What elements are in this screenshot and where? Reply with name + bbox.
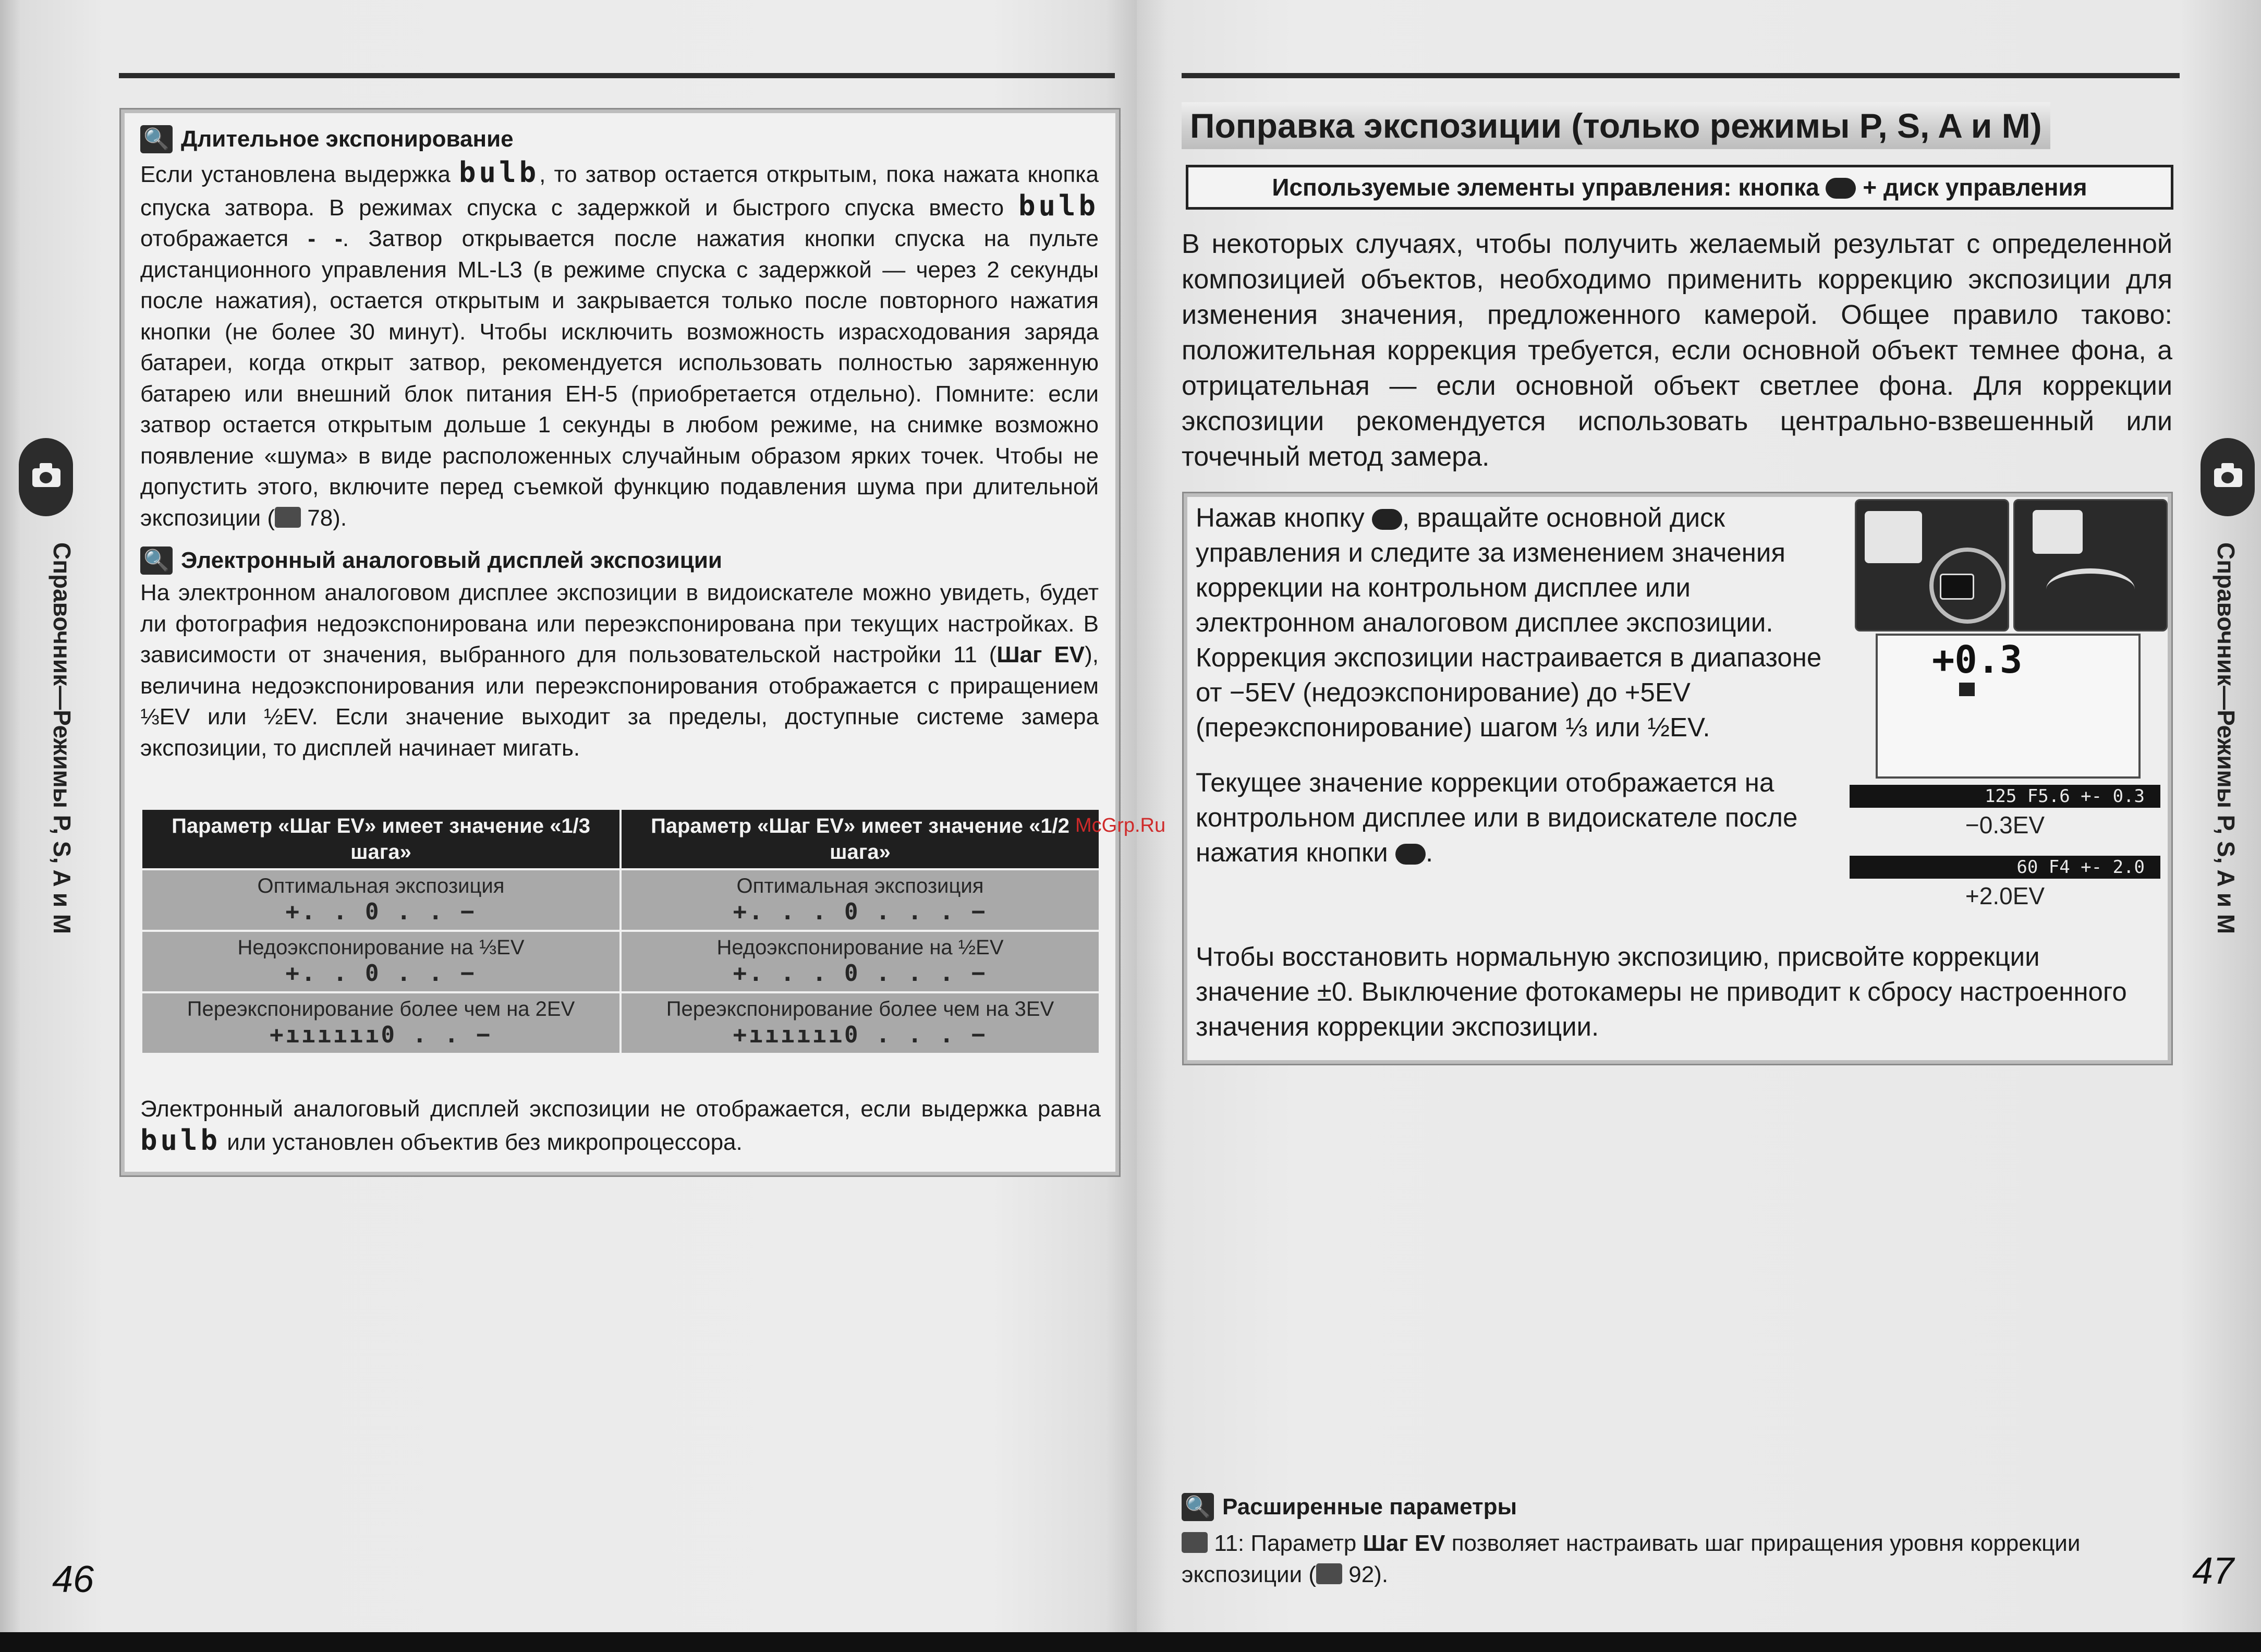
note-title: Длительное экспонирование: [181, 126, 514, 152]
text-span: или установлен объектив без микропроцессора.: [227, 1129, 743, 1155]
text-span: . Затвор открывается после нажатия кнопки спуска на пульте дистанционного управления ML-L3 (в режиме спуска с задержкой — через 2 секунды после нажатия), остается открытым и закрывается только после повторного нажатия кнопки (не более 30 минут). Чтобы исключить возможность израсходования заряда батареи, когда открыт затвор, рекомендуется использовать полностью заряженную батарею или внешний блок питания EH-5 (приобретается отдельно). Помните: если затвор остается открытым дольше 1 секунды в любом режиме, на снимке возможно появление «шума» в виде расположенных случайным образом ярких точек. Чтобы не допустить этого, включите перед съемкой функцию подавления шума при длительной экспозиции (: [140, 226, 1099, 531]
text-span: Электронный аналоговый дисплей экспозиции не отображается, если выдержка равна: [140, 1096, 1101, 1122]
reference-page-icon: [275, 507, 301, 528]
cell-label: Недоэкспонирование на ⅓EV: [237, 936, 525, 959]
table-header: Параметр «Шаг EV» имеет значение «1/2 шага»: [621, 809, 1100, 869]
exposure-compensation-button-icon: [1372, 509, 1402, 530]
exposure-compensation-indicator-icon: [1959, 683, 1975, 696]
custom-setting-icon: [1182, 1532, 1208, 1553]
exposure-meter-glyph: +ıııııı0 . . . −: [733, 1022, 988, 1048]
text-span: , вращайте основной диск управления и следите за изменением значения коррекции на контрольном дисплее или электронном аналоговом дисплее экспозиции. Коррекция экспозиции настраивается в диапазоне от −5EV (недоэкспонирование) до +5EV (переэкспонирование) шагом ⅓ или ½EV.: [1196, 503, 1822, 742]
note-title: Электронный аналоговый дисплей экспозиции: [181, 548, 722, 573]
cell-label: Оптимальная экспозиция: [257, 874, 505, 897]
exposure-compensation-button-icon: [1940, 574, 1974, 600]
bold-term: Шаг EV: [996, 642, 1085, 667]
page-number: 46: [52, 1559, 94, 1600]
bold-term: Шаг EV: [1363, 1530, 1445, 1556]
bulb-display-glyph: bulb: [1018, 189, 1099, 222]
magnifier-icon: 🔍: [1182, 1493, 1214, 1521]
camera-section-tab: [19, 438, 73, 516]
viewfinder-caption: −0.3EV: [1965, 811, 2045, 839]
magnifier-icon: 🔍: [140, 546, 173, 575]
reference-page-number: 78: [307, 505, 333, 531]
side-tab-label: Справочник—Режимы P, S, A и M: [2213, 542, 2240, 934]
exposure-compensation-button-icon: [1826, 178, 1856, 199]
step-box: [1184, 493, 2171, 1064]
magnifier-icon: 🔍: [140, 125, 173, 153]
table-cell: [621, 869, 1100, 931]
command-dial-illustration: [2013, 499, 2168, 631]
exposure-meter-glyph: +. . . 0 . . . −: [733, 960, 988, 987]
table-cell: [141, 992, 621, 1054]
note-footer: [140, 1094, 1101, 1158]
camera-icon: [32, 468, 60, 487]
table-cell: [141, 931, 621, 992]
text-span: + диск управления: [1863, 174, 2087, 201]
note-heading: [140, 546, 1099, 575]
dash-display-glyph: - -: [308, 226, 343, 251]
left-page: [0, 0, 1137, 1632]
controls-banner: [1186, 165, 2173, 210]
exposure-compensation-button-icon: [1395, 844, 1426, 865]
table-header: Параметр «Шаг EV» имеет значение «1/3 шага»: [141, 809, 621, 869]
reference-page-number: 92: [1348, 1562, 1375, 1587]
camera-button-icon: [1865, 511, 1922, 563]
page-title: Поправка экспозиции (только режимы P, S, A и M): [1182, 102, 2050, 149]
page-number: 47: [2192, 1550, 2234, 1592]
camera-button-illustration: [1855, 499, 2009, 631]
note-heading: [140, 125, 1099, 154]
reference-page-icon: [1316, 1563, 1342, 1584]
table-row: [141, 869, 1100, 931]
viewfinder-display: 125 F5.6 +- 0.3: [1850, 785, 2160, 808]
restore-text: Чтобы восстановить нормальную экспозицию, присвойте коррекции значение ±0. Выключение фотокамеры не приводит к сбросу настроенного значения коррекции экспозиции.: [1196, 942, 2127, 1041]
advanced-settings-title: Расширенные параметры: [1222, 1494, 1517, 1520]
table-cell: [621, 931, 1100, 992]
text-span: ), величина недоэкспонирования или переэкспонирования отображается с приращением ⅓EV или ½EV. Если значение выходит за пределы, доступные системе замера экспозиции, то дисплей начинает мигать.: [140, 642, 1099, 761]
exposure-meter-glyph: +ıııııı0 . . −: [270, 1022, 492, 1048]
text-span: 11: Параметр: [1214, 1530, 1357, 1556]
cell-label: Недоэкспонирование на ½EV: [716, 936, 1004, 959]
top-rule: [119, 73, 1115, 78]
bulb-display-glyph: bulb: [459, 156, 540, 189]
text-span: .: [1425, 837, 1433, 867]
cell-label: Оптимальная экспозиция: [736, 874, 984, 897]
text-span: Если установлена выдержка: [140, 162, 451, 187]
text-span: Текущее значение коррекции отображается на контрольном дисплее или в видоискателе после нажатия кнопки: [1196, 768, 1798, 867]
exposure-meter-glyph: +. . 0 . . −: [285, 898, 477, 925]
text-span: Нажав кнопку: [1196, 503, 1365, 532]
text-span: ).: [333, 505, 347, 531]
note-paragraph: [140, 157, 1099, 533]
text-span: отображается: [140, 226, 289, 251]
table-row: [141, 992, 1100, 1054]
control-panel-lcd: [1876, 634, 2141, 779]
camera-section-tab: [2201, 438, 2255, 516]
viewfinder-display: 60 F4 +- 2.0: [1850, 856, 2160, 879]
lcd-compensation-value: +0.3: [1932, 638, 2023, 682]
bulb-display-glyph: bulb: [140, 1123, 221, 1157]
right-page: [1137, 0, 2261, 1632]
text-span: На электронном аналоговом дисплее экспозиции в видоискателе можно увидеть, будет ли фотография недоэкспонирована или переэкспонирована при текущих настройках. В зависимости от значения, выбранного для пользовательской настройки 11 (: [140, 580, 1099, 667]
text-span: ).: [1374, 1562, 1389, 1587]
camera-body-icon: [2033, 510, 2083, 554]
cell-label: Переэкспонирование более чем на 3EV: [666, 998, 1054, 1021]
side-tab-label: Справочник—Режимы P, S, A и M: [48, 542, 76, 934]
table-cell: [621, 992, 1100, 1054]
ev-display-table: [140, 808, 1101, 1055]
step-text: [1196, 500, 1853, 745]
exposure-meter-glyph: +. . 0 . . −: [285, 960, 477, 987]
note-box: [121, 110, 1119, 1175]
exposure-meter-glyph: +. . . 0 . . . −: [733, 898, 988, 925]
intro-paragraph: В некоторых случаях, чтобы получить желаемый результат с определенной композицией объектов, необходимо применить коррекцию экспозиции для изменения значения, предложенного камерой. Общее правило таково: положительная коррекция требуется, если основной объект темнее фона, а отрицательная — если основной объект светлее фона. Для коррекции экспозиции рекомендуется использовать центрально-взвешенный или точечный метод замера.: [1182, 229, 2172, 472]
text-span: Используемые элементы управления: кнопка: [1272, 174, 1819, 201]
viewfinder-caption: +2.0EV: [1965, 882, 2045, 909]
watermark: McGrp.Ru: [1075, 815, 1166, 836]
text-span: , то затвор остается открытым, пока нажата кнопка спуска затвора. В режимах спуска с задержкой и быстрого спуска вместо: [140, 162, 1099, 221]
advanced-settings-heading: [1182, 1492, 1517, 1522]
text-span: позволяет настраивать шаг приращения уровня коррекции экспозиции (: [1182, 1530, 2081, 1587]
note-paragraph: [140, 577, 1099, 763]
rotate-arrow-icon: [2046, 568, 2135, 610]
current-value-text: [1196, 765, 1853, 870]
camera-icon: [2214, 468, 2242, 487]
top-rule: [1182, 73, 2180, 78]
table-row: [141, 931, 1100, 992]
cell-label: Переэкспонирование более чем на 2EV: [187, 998, 575, 1021]
advanced-settings-text: [1182, 1528, 2172, 1590]
table-cell: [141, 869, 621, 931]
